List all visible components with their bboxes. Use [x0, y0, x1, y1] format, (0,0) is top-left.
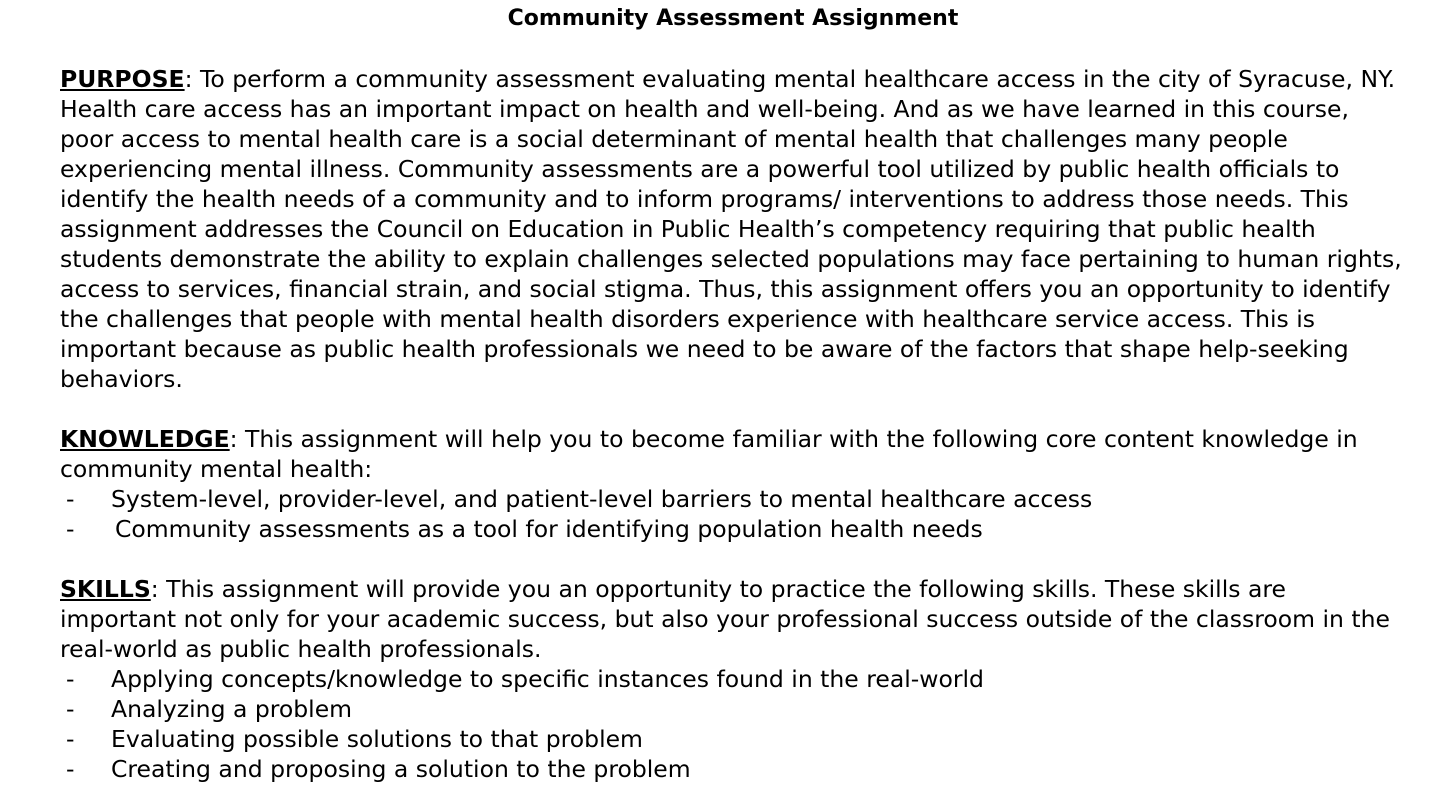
document-title: Community Assessment Assignment — [507, 6, 959, 31]
knowledge-heading: KNOWLEDGE — [60, 425, 230, 453]
list-item-text: System-level, provider-level, and patient-level barriers to mental healthcare access — [111, 485, 1093, 513]
knowledge-text: : This assignment will help you to become familiar with the following core content knowledge in community mental health: — [60, 425, 1358, 483]
list-item — [60, 694, 1406, 724]
skills-paragraph — [60, 574, 1406, 664]
bullet-dash: - — [66, 725, 75, 753]
skills-heading: SKILLS — [60, 575, 151, 603]
skills-text: : This assignment will provide you an opportunity to practice the following skills. These skills are important not only for your academic success, but also your professional success outside of the classroom in the real-world as public health professionals. — [60, 575, 1390, 663]
list-item-text: Evaluating possible solutions to that problem — [111, 725, 643, 753]
skills-list — [60, 664, 1406, 784]
bullet-dash: - — [66, 515, 75, 543]
knowledge-section — [60, 424, 1406, 544]
purpose-text: : To perform a community assessment evaluating mental healthcare access in the city of Syracuse, NY. Health care access has an important impact on health and well-being. And as we have learned in this course, poor access to mental health care is a social determinant of mental health that challenges many people experiencing mental illness. Community assessments are a powerful tool utilized by public health officials to identify the health needs of a community and to inform programs/ interventions to address those needs. This assignment addresses the Council on Education in Public Health’s competency requiring that public health students demonstrate the ability to explain challenges selected populations may face pertaining to human rights, access to services, financial strain, and social stigma. Thus, this assignment offers you an opportunity to identify the challenges that people with mental health disorders experience with healthcare service access. This is important because as public health professionals we need to be aware of the factors that shape help-seeking behaviors. — [60, 65, 1402, 393]
list-item-text: Analyzing a problem — [111, 695, 353, 723]
bullet-dash: - — [66, 485, 75, 513]
list-item-text: Applying concepts/knowledge to specific instances found in the real-world — [111, 665, 984, 693]
purpose-paragraph — [60, 64, 1406, 394]
bullet-dash: - — [66, 755, 75, 783]
list-item — [60, 664, 1406, 694]
list-item — [60, 754, 1406, 784]
knowledge-paragraph — [60, 424, 1406, 484]
list-item — [60, 724, 1406, 754]
skills-section — [60, 574, 1406, 784]
bullet-dash: - — [66, 665, 75, 693]
purpose-section — [60, 64, 1406, 394]
list-item — [60, 514, 1406, 544]
list-item-text: Community assessments as a tool for identifying population health needs — [115, 515, 983, 543]
knowledge-list — [60, 484, 1406, 544]
list-item-text: Creating and proposing a solution to the problem — [111, 755, 691, 783]
bullet-dash: - — [66, 695, 75, 723]
list-item — [60, 484, 1406, 514]
purpose-heading: PURPOSE — [60, 65, 185, 93]
